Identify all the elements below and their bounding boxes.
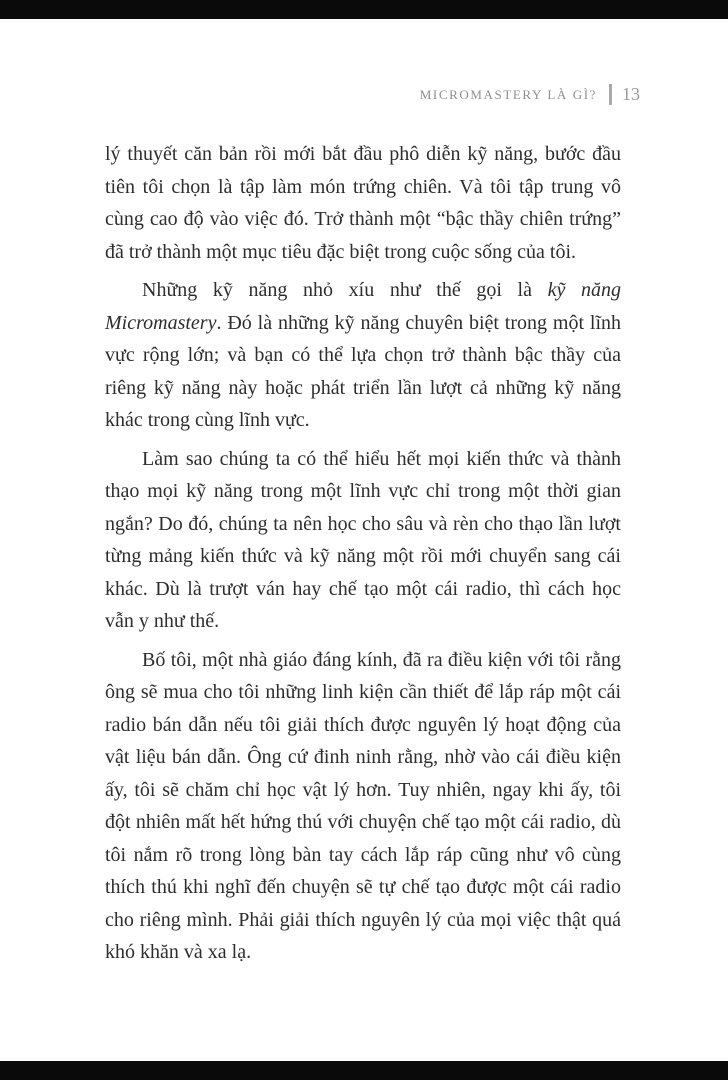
running-title: MICROMASTERY LÀ GÌ? bbox=[419, 86, 597, 102]
top-black-bar bbox=[0, 0, 728, 19]
italic-text-segment: kỹ năng Micromastery bbox=[105, 279, 621, 334]
page-number: 13 bbox=[622, 84, 640, 104]
paragraph bbox=[105, 274, 621, 437]
text-segment: Làm sao chúng ta có thể hiểu hết mọi kiến thức và thành thạo mọi kỹ năng trong một lĩnh vực chỉ trong một thời gian ngắn? Do đó, chúng ta nên học cho sâu và rèn cho thạo lần lượt từng mảng kiến thức và kỹ năng một rồi mới chuyển sang cái khác. Dù là trượt ván hay chế tạo một cái radio, thì cách học vẫn y như thế. bbox=[105, 447, 621, 632]
page-header bbox=[105, 84, 640, 105]
text-segment: Bố tôi, một nhà giáo đáng kính, đã ra điều kiện với tôi rằng ông sẽ mua cho tôi những linh kiện cần thiết để lắp ráp một cái radio bán dẫn nếu tôi giải thích được nguyên lý hoạt động của vật liệu bán dẫn. Ông cứ đinh ninh rằng, nhờ vào cái điều kiện ấy, tôi sẽ chăm chỉ học vật lý hơn. Tuy nhiên, ngay khi ấy, tôi đột nhiên mất hết hứng thú với chuyện chế tạo một cái radio, dù tôi nắm rõ trong lòng bàn tay cách lắp ráp cũng như vô cùng thích thú khi nghĩ đến chuyện sẽ tự chế tạo được một cái radio cho riêng mình. Phải giải thích nguyên lý của mọi việc thật quá khó khăn và xa lạ. bbox=[105, 648, 621, 963]
text-segment: lý thuyết căn bản rồi mới bắt đầu phô diễn kỹ năng, bước đầu tiên tôi chọn là tập làm món trứng chiên. Và tôi tập trung vô cùng cao độ vào việc đó. Trở thành một “bậc thầy chiên trứng” đã trở thành một mục tiêu đặc biệt trong cuộc sống của tôi. bbox=[105, 143, 621, 263]
text-segment: . Đó là những kỹ năng chuyên biệt trong một lĩnh vực rộng lớn; và bạn có thể lựa chọn trở thành bậc thầy của riêng kỹ năng này hoặc phát triển lần lượt cả những kỹ năng khác trong cùng lĩnh vực. bbox=[105, 311, 621, 431]
paragraph bbox=[105, 443, 621, 638]
text-segment: Những kỹ năng nhỏ xíu như thế gọi là bbox=[142, 279, 548, 301]
body-text bbox=[105, 138, 621, 975]
paragraph bbox=[105, 138, 621, 268]
paragraph bbox=[105, 644, 621, 969]
bottom-black-bar bbox=[0, 1061, 728, 1080]
header-divider bbox=[609, 84, 612, 105]
